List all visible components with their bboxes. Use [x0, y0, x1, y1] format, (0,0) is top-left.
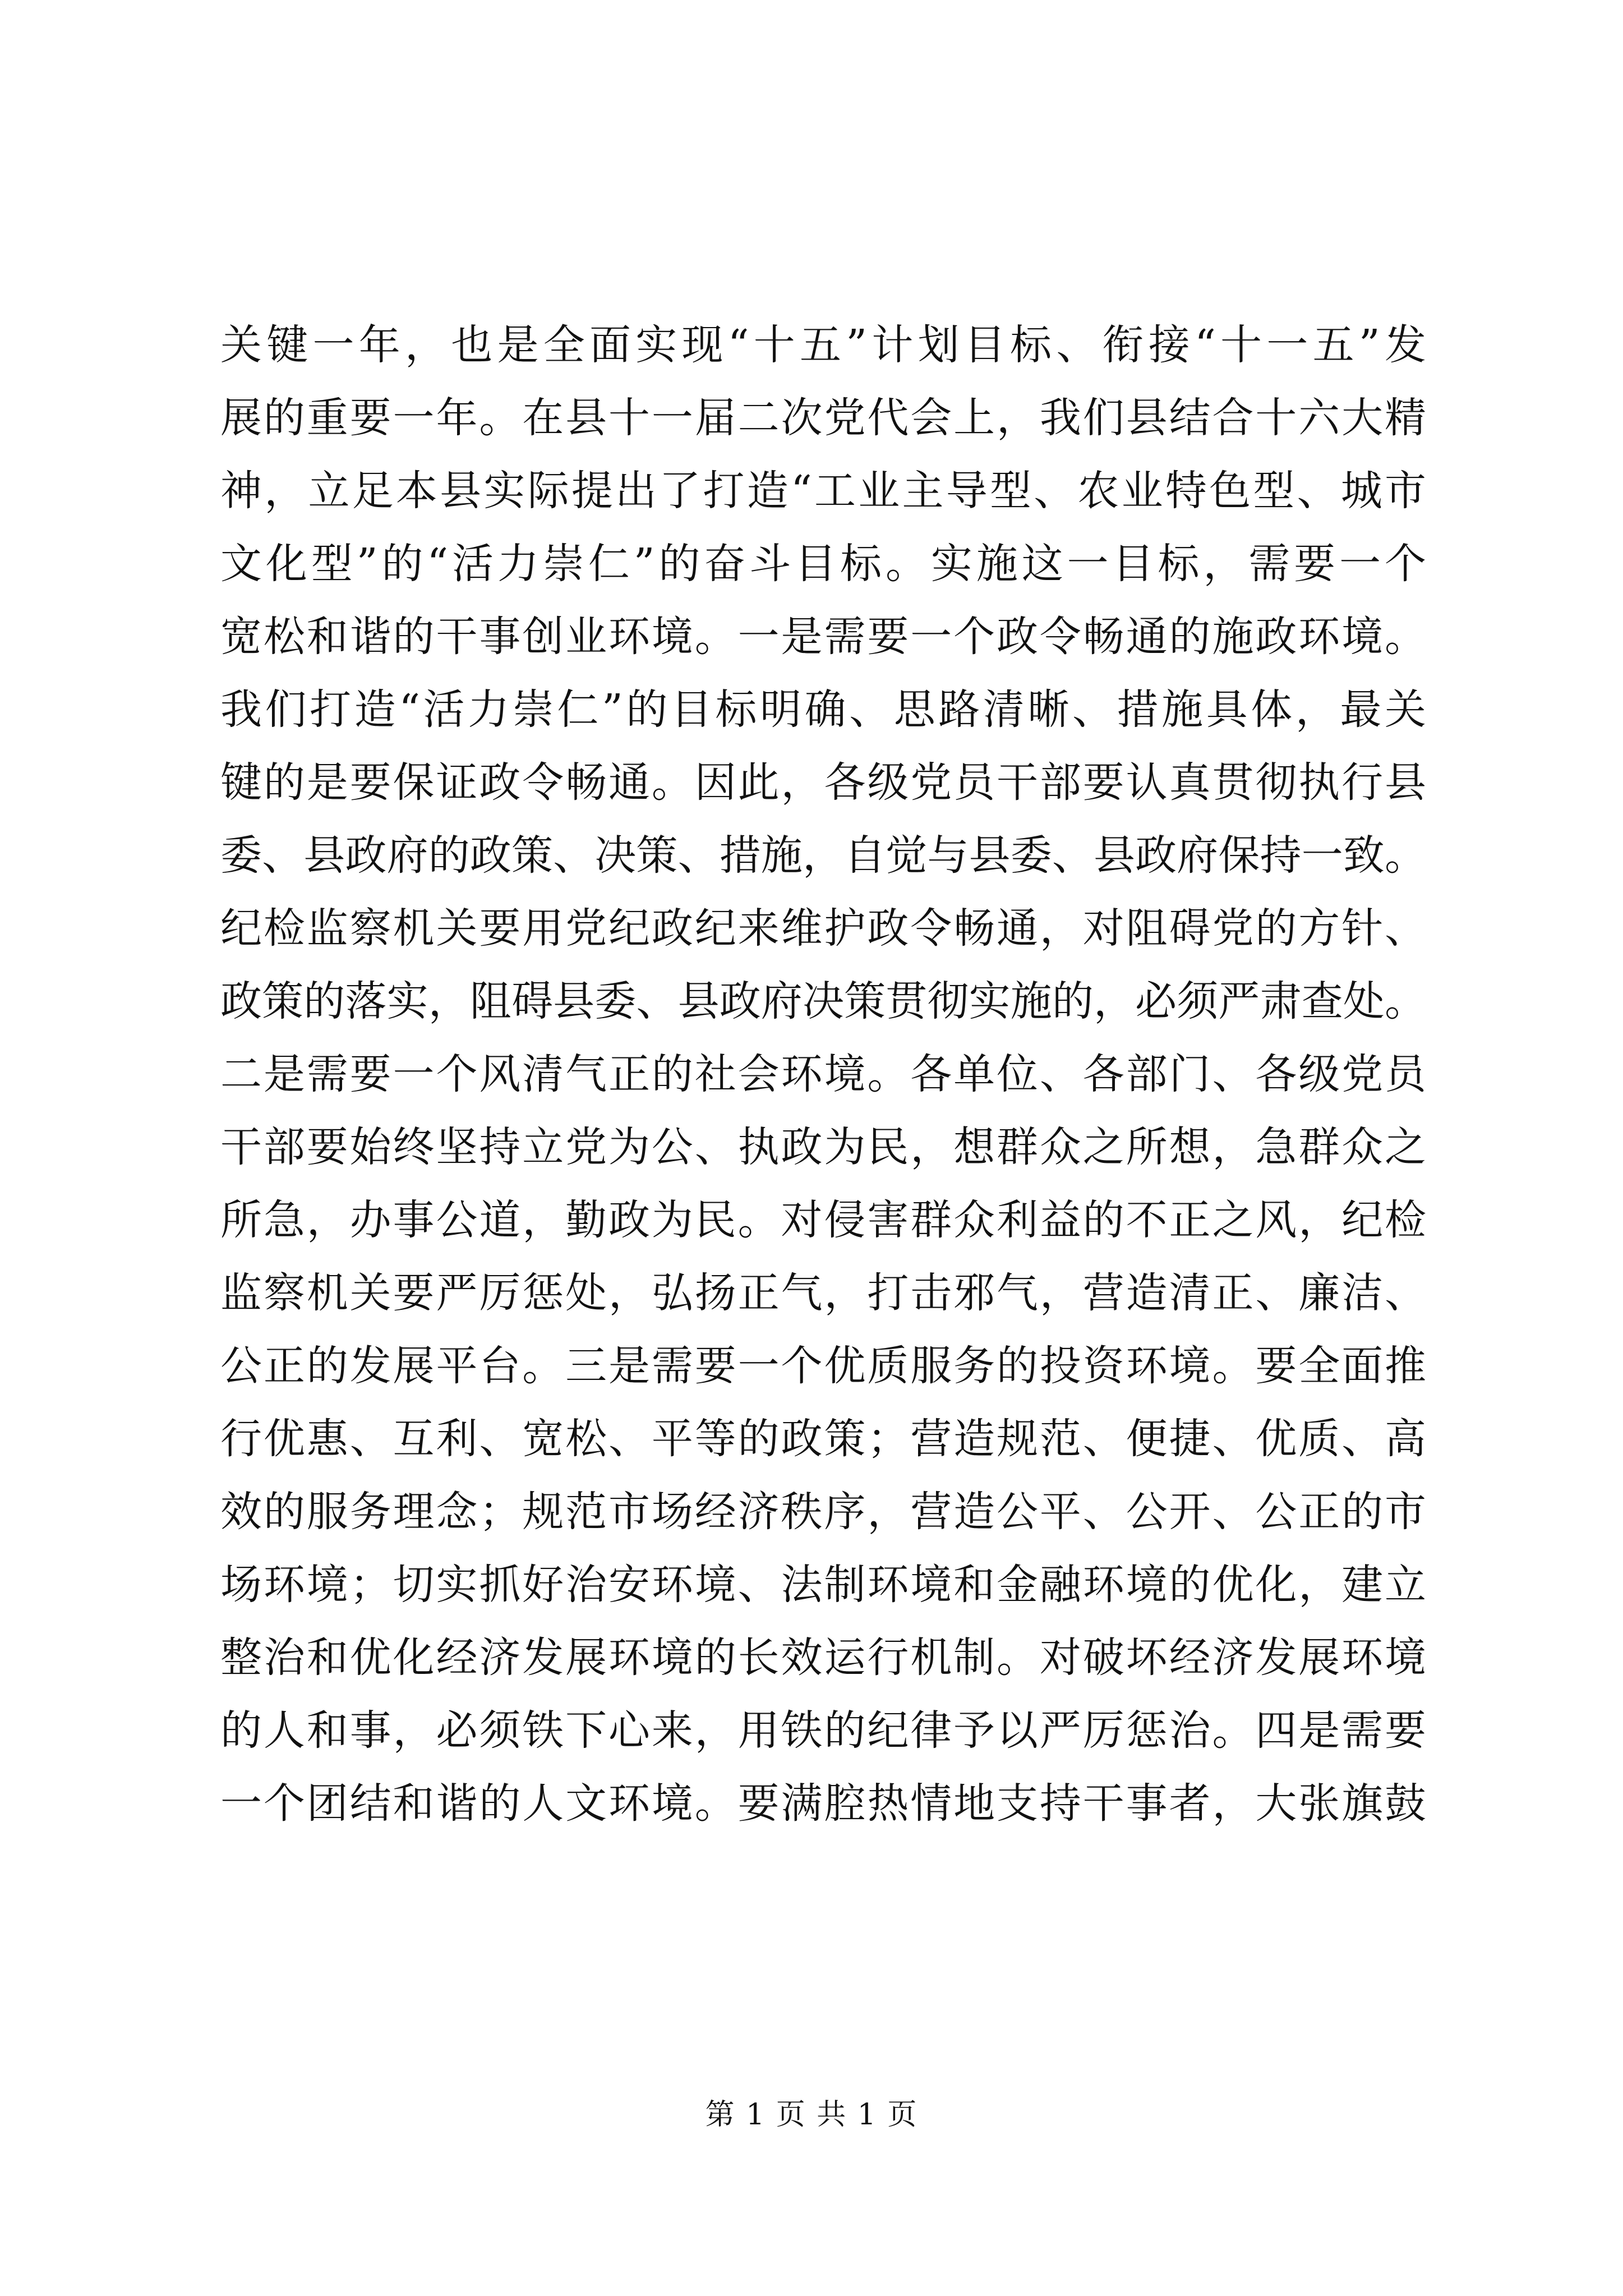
text-line: 键的是要保证政令畅通。因此，各级党员干部要认真贯彻执行县 [220, 758, 1426, 807]
text-line: 关键一年，也是全面实现“十五”计划目标、衔接“十一五”发 [220, 321, 1426, 369]
text-line: 所急，办事公道，勤政为民。对侵害群众利益的不正之风，纪检 [220, 1196, 1426, 1244]
text-line: 文化型”的“活力崇仁”的奋斗目标。实施这一目标，需要一个 [220, 540, 1426, 588]
text-line: 展的重要一年。在县十一届二次党代会上，我们县结合十六大精 [220, 394, 1426, 442]
text-line: 委、县政府的政策、决策、措施，自觉与县委、县政府保持一致。 [220, 831, 1426, 880]
text-line: 政策的落实，阻碍县委、县政府决策贯彻实施的，必须严肃查处。 [220, 977, 1426, 1025]
text-line: 监察机关要严厉惩处，弘扬正气，打击邪气，营造清正、廉洁、 [220, 1269, 1426, 1317]
text-line: 公正的发展平台。三是需要一个优质服务的投资环境。要全面推 [220, 1342, 1426, 1390]
text-line: 场环境；切实抓好治安环境、法制环境和金融环境的优化，建立 [220, 1561, 1426, 1609]
text-line: 纪检监察机关要用党纪政纪来维护政令畅通，对阻碍党的方针、 [220, 904, 1426, 953]
page-footer: 第 1 页 共 1 页 [705, 2098, 918, 2132]
text-line: 行优惠、互利、宽松、平等的政策；营造规范、便捷、优质、高 [220, 1415, 1426, 1463]
text-line: 整治和优化经济发展环境的长效运行机制。对破坏经济发展环境 [220, 1634, 1426, 1682]
text-line: 效的服务理念；规范市场经济秩序，营造公平、公开、公正的市 [220, 1488, 1426, 1536]
text-line: 神，立足本县实际提出了打造“工业主导型、农业特色型、城市 [220, 467, 1426, 515]
text-line: 我们打造“活力崇仁”的目标明确、思路清晰、措施具体，最关 [220, 685, 1426, 734]
text-line: 的人和事，必须铁下心来，用铁的纪律予以严厉惩治。四是需要 [220, 1706, 1426, 1755]
text-line: 二是需要一个风清气正的社会环境。各单位、各部门、各级党员 [220, 1050, 1426, 1098]
text-line: 一个团结和谐的人文环境。要满腔热情地支持干事者，大张旗鼓 [220, 1779, 1426, 1828]
body-text [220, 309, 1426, 1840]
text-line: 干部要始终坚持立党为公、执政为民，想群众之所想，急群众之 [220, 1123, 1426, 1171]
text-line: 宽松和谐的干事创业环境。一是需要一个政令畅通的施政环境。 [220, 613, 1426, 661]
